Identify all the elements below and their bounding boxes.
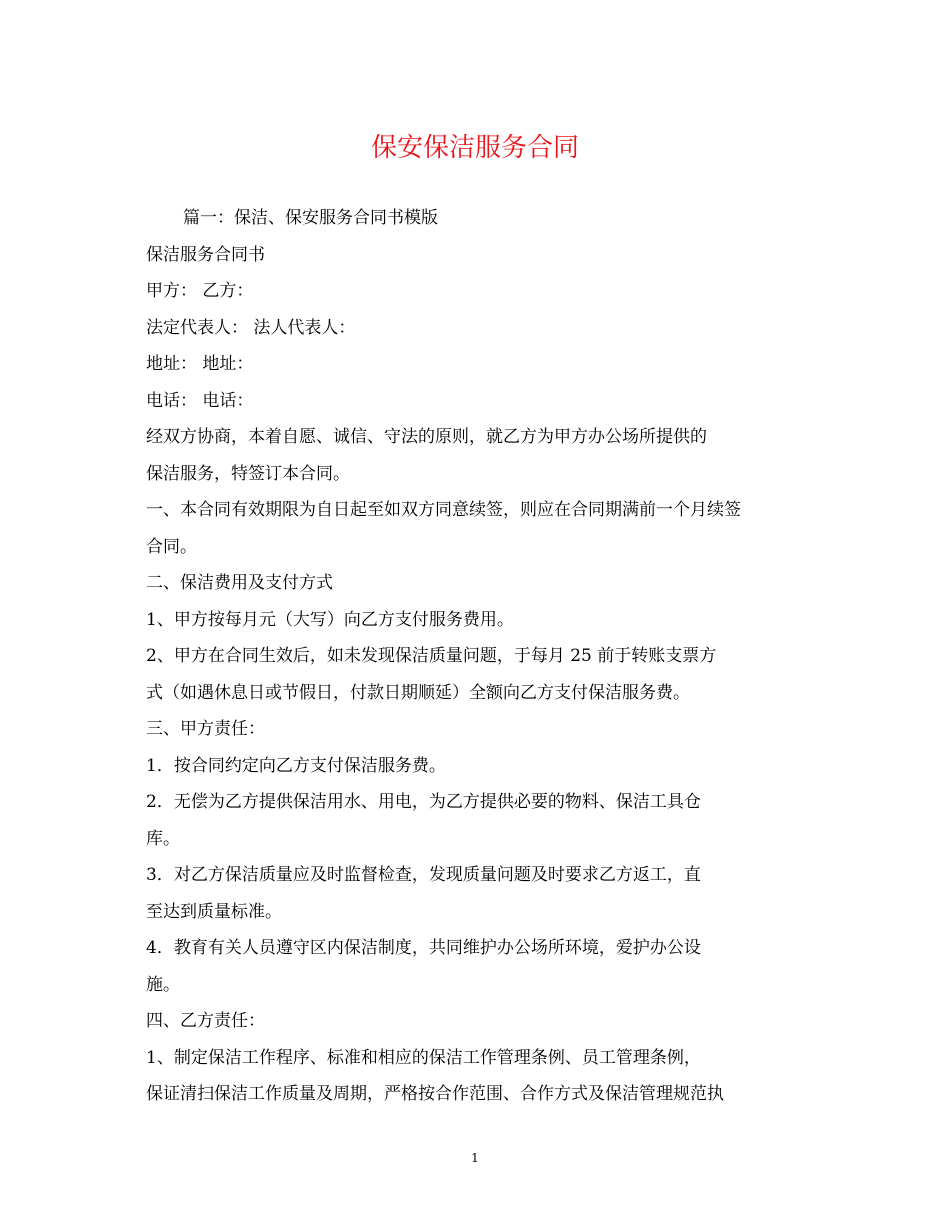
paragraph-line: 保洁服务合同书 — [146, 244, 265, 265]
paragraph-line: 一、本合同有效期限为自日起至如双方同意续签，则应在合同期满前一个月续签 — [146, 500, 741, 520]
page-number: 1 — [471, 1151, 479, 1165]
paragraph-line: 法定代表人： 法人代表人： — [146, 317, 356, 338]
paragraph-line: 2．无偿为乙方提供保洁用水、用电，为乙方提供必要的物料、保洁工具仓 — [146, 792, 701, 812]
paragraph-line: 三、甲方责任： — [146, 719, 265, 739]
paragraph-line: 地址： 地址： — [146, 354, 254, 374]
paragraph-line: 至达到质量标准。 — [146, 901, 282, 922]
paragraph-line: 保洁服务，特签订本合同。 — [146, 463, 350, 484]
paragraph-line: 施。 — [146, 974, 180, 995]
paragraph-line: 经双方协商，本着自愿、诚信、守法的原则，就乙方为甲方办公场所提供的 — [146, 427, 707, 447]
paragraph-line: 1．按合同约定向乙方支付保洁服务费。 — [146, 755, 446, 776]
document-body — [146, 200, 826, 1113]
paragraph-line: 3．对乙方保洁质量应及时监督检查，发现质量问题及时要求乙方返工，直 — [146, 865, 701, 885]
paragraph-line: 库。 — [146, 828, 180, 849]
paragraph-line: 四、乙方责任： — [146, 1011, 265, 1031]
paragraph-line: 1、制定保洁工作程序、标准和相应的保洁工作管理条例、员工管理条例， — [146, 1047, 701, 1068]
paragraph-line: 电话： 电话： — [146, 390, 254, 411]
paragraph-line: 2、甲方在合同生效后，如未发现保洁质量问题，于每月 25 前于转账支票方 — [146, 646, 717, 666]
document-title: 保安保洁服务合同 — [370, 133, 579, 163]
section-heading-line: 篇一：保洁、保安服务合同书模版 — [183, 208, 438, 228]
paragraph-line: 甲方： 乙方： — [146, 281, 254, 301]
paragraph-line: 合同。 — [146, 536, 197, 557]
paragraph-line: 二、保洁费用及支付方式 — [146, 573, 333, 593]
paragraph-line: 式（如遇休息日或节假日，付款日期顺延）全额向乙方支付保洁服务费。 — [146, 682, 690, 703]
paragraph-line: 4．教育有关人员遵守区内保洁制度，共同维护办公场所环境，爱护办公设 — [146, 938, 701, 958]
paragraph-line: 1、甲方按每月元（大写）向乙方支付服务费用。 — [146, 609, 514, 630]
paragraph-line: 保证清扫保洁工作质量及周期，严格按合作范围、合作方式及保洁管理规范执 — [146, 1084, 724, 1104]
